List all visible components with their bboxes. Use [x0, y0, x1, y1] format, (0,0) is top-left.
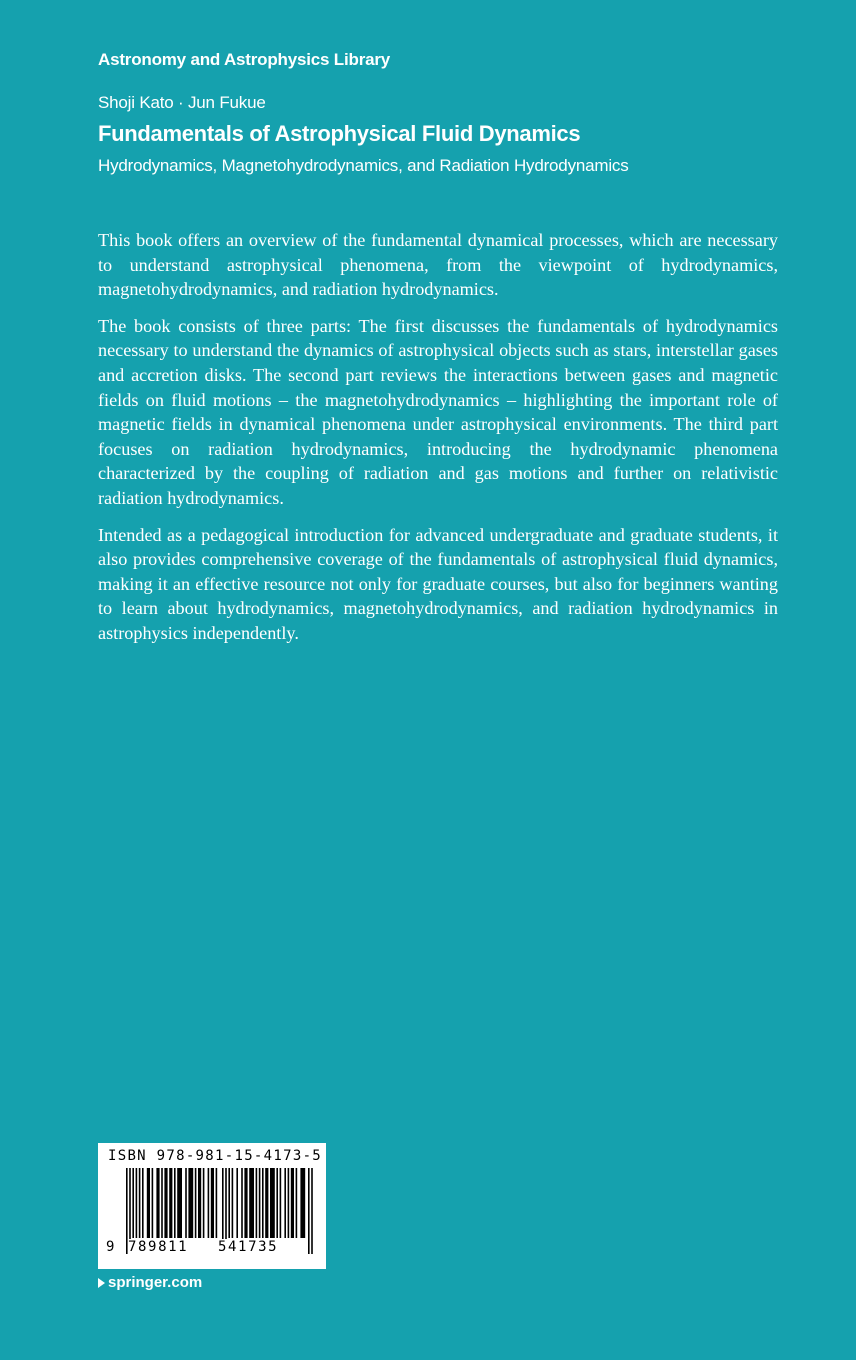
barcode-digit-first: 9	[106, 1239, 117, 1255]
barcode-digits-left: 789811	[128, 1239, 189, 1255]
blurb	[98, 228, 778, 658]
springer-link[interactable]	[98, 1274, 202, 1291]
arrow-right-icon	[98, 1278, 105, 1288]
blurb-paragraph-1: This book offers an overview of the fundamental dynamical processes, which are necessary to understand astrophysical phenomena, from the viewpoint of hydrodynamics, magnetohydrodynamics, and radiation hydrodynamics.	[98, 230, 778, 300]
series-title: Astronomy and Astrophysics Library	[98, 50, 391, 69]
blurb-paragraph-2: The book consists of three parts: The first discusses the fundamentals of hydrodynamics necessary to understand the dynamics of astrophysical objects such as stars, interstellar gases and accretion disks. The second part reviews the interactions between gases and magnetic fields on fluid motions – the magnetohydrodynamics – highlighting the important role of magnetic fields in dynamical phenomena under astrophysical environments. The third part focuses on radiation hydrodynamics, introducing the hydrodynamic phenomena characterized by the coupling of radiation and gas motions and further on relativistic radiation hydrodynamics.	[98, 315, 778, 508]
book-subtitle: Hydrodynamics, Magnetohydrodynamics, and Radiation Hydrodynamics	[98, 156, 629, 175]
isbn-label: ISBN 978-981-15-4173-5	[108, 1148, 323, 1164]
springer-link-label: springer.com	[108, 1274, 203, 1291]
barcode-digits-right: 541735	[218, 1239, 279, 1255]
blurb-paragraph-3: Intended as a pedagogical introduction for advanced undergraduate and graduate students, it also provides comprehensive coverage of the fundamentals of astrophysical fluid dynamics, making it an effective resource not only for graduate courses, but also for beginners wanting to learn about hydrodynamics, magnetohydrodynamics, and radiation hydrodynamics in astrophysics independently.	[98, 524, 778, 643]
authors: Shoji Kato · Jun Fukue	[98, 93, 266, 112]
barcode-box	[98, 1143, 326, 1269]
book-title: Fundamentals of Astrophysical Fluid Dynamics	[98, 121, 581, 146]
